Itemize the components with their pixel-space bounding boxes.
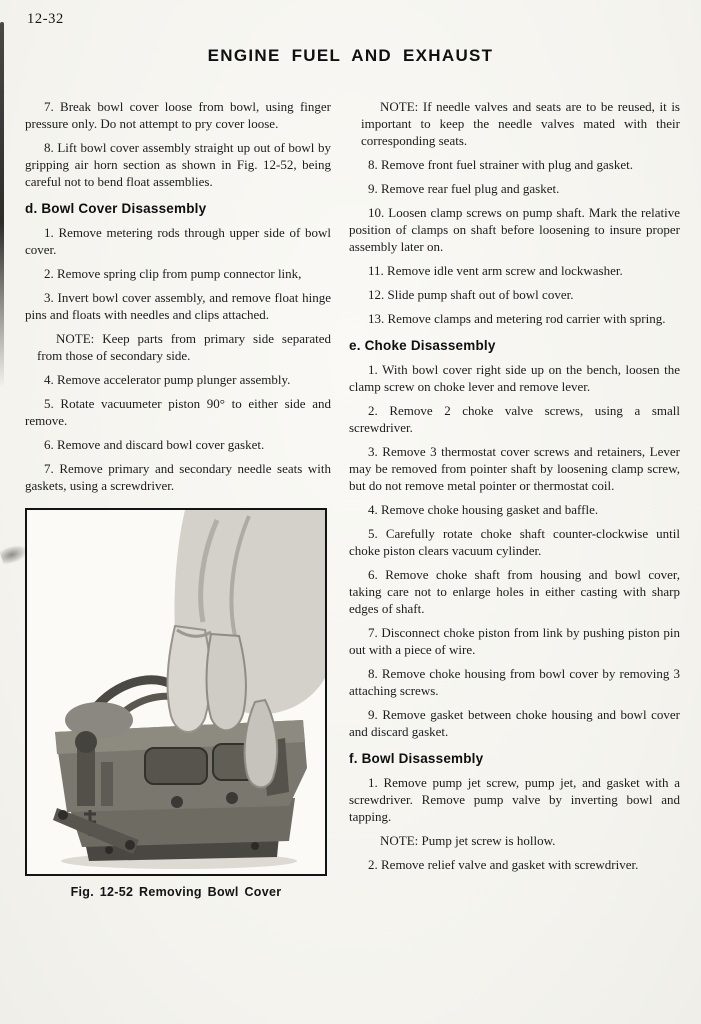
step-paragraph: 2. Remove spring clip from pump connector link,: [44, 266, 302, 281]
two-column-body: [25, 98, 680, 899]
step-paragraph: 2. Remove 2 choke valve screws, using a small screwdriver.: [349, 403, 680, 435]
step-paragraph: 10. Loosen clamp screws on pump shaft. Mark the relative position of clamps on shaft before loosening to insure proper assembly later on.: [349, 205, 680, 254]
step-paragraph: 7. Remove primary and secondary needle seats with gaskets, using a screwdriver.: [25, 461, 331, 493]
step-paragraph: 7. Break bowl cover loose from bowl, using finger pressure only. Do not attempt to pry cover loose.: [25, 99, 331, 131]
note-paragraph: NOTE: If needle valves and seats are to be reused, it is important to keep the needle valves mated with their corresponding seats.: [361, 99, 680, 148]
figure-caption: Fig. 12-52 Removing Bowl Cover: [70, 885, 282, 899]
figure-photo: [27, 510, 325, 874]
step-paragraph: 8. Remove front fuel strainer with plug and gasket.: [368, 157, 633, 172]
step-paragraph: 8. Remove choke housing from bowl cover by removing 3 attaching screws.: [349, 666, 680, 698]
figure-12-52: [25, 508, 327, 876]
step-paragraph: 3. Remove 3 thermostat cover screws and retainers, Lever may be removed from pointer shaft by loosening clamp screw, but do not remove metal pointer or thermostat coil.: [349, 444, 680, 493]
scan-edge-artifact: [0, 22, 4, 388]
page-number: 12-32: [27, 11, 64, 27]
step-paragraph: 11. Remove idle vent arm screw and lockwasher.: [368, 263, 623, 278]
step-paragraph: 2. Remove relief valve and gasket with screwdriver.: [368, 857, 639, 872]
page-title: ENGINE FUEL AND EXHAUST: [207, 46, 494, 65]
step-paragraph: 6. Remove choke shaft from housing and bowl cover, taking care not to enlarge holes in either casting with sharp edges of shaft.: [349, 567, 680, 616]
section-heading-d: d. Bowl Cover Disassembly: [25, 201, 207, 216]
step-paragraph: 3. Invert bowl cover assembly, and remove float hinge pins and floats with needles and clips attached.: [25, 290, 331, 322]
step-paragraph: 9. Remove rear fuel plug and gasket.: [368, 181, 560, 196]
right-column: [349, 98, 680, 899]
step-paragraph: 1. Remove pump jet screw, pump jet, and gasket with a screwdriver. Remove pump valve by inverting bowl and tapping.: [349, 775, 680, 824]
step-paragraph: 4. Remove accelerator pump plunger assembly.: [44, 372, 291, 387]
step-paragraph: 5. Carefully rotate choke shaft counter-clockwise until choke piston clears vacuum cylinder.: [349, 526, 680, 558]
section-heading-f: f. Bowl Disassembly: [349, 751, 484, 766]
note-paragraph: NOTE: Keep parts from primary side separated from those of secondary side.: [37, 331, 331, 363]
step-paragraph: 9. Remove gasket between choke housing and bowl cover and discard gasket.: [349, 707, 680, 739]
step-paragraph: 4. Remove choke housing gasket and baffle.: [368, 502, 599, 517]
section-heading-e: e. Choke Disassembly: [349, 338, 496, 353]
step-paragraph: 7. Disconnect choke piston from link by pushing piston pin out with a piece of wire.: [349, 625, 680, 657]
step-paragraph: 12. Slide pump shaft out of bowl cover.: [368, 287, 574, 302]
step-paragraph: 5. Rotate vacuumeter piston 90° to either side and remove.: [25, 396, 331, 428]
left-column: [25, 98, 331, 899]
step-paragraph: 1. With bowl cover right side up on the bench, loosen the clamp screw on choke lever and remove lever.: [349, 362, 680, 394]
step-paragraph: 1. Remove metering rods through upper side of bowl cover.: [25, 225, 331, 257]
step-paragraph: 8. Lift bowl cover assembly straight up out of bowl by gripping air horn section as shown in Fig. 12-52, being careful not to bend float assemblies.: [25, 140, 331, 189]
note-paragraph: NOTE: Pump jet screw is hollow.: [380, 833, 556, 848]
step-paragraph: 13. Remove clamps and metering rod carrier with spring.: [368, 311, 666, 326]
step-paragraph: 6. Remove and discard bowl cover gasket.: [44, 437, 265, 452]
